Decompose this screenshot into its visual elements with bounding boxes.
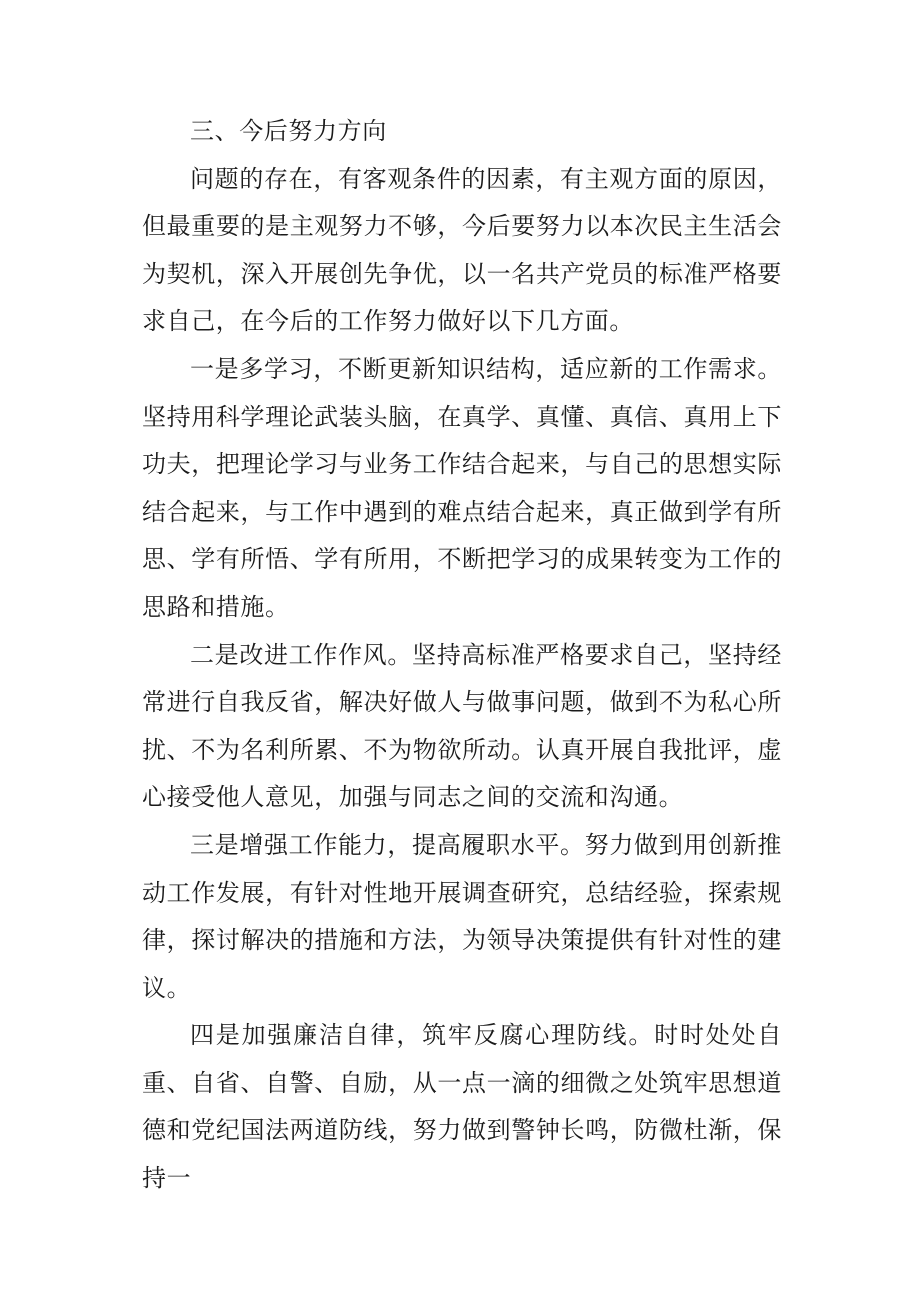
paragraph-point-3: 三是增强工作能力，提高履职水平。努力做到用创新推动工作发展，有针对性地开展调查研究，总结经验，探索规律，探讨解决的措施和方法，为领导决策提供有针对性的建议。 (142, 830, 782, 1002)
section-heading: 三、今后努力方向 (190, 117, 387, 145)
paragraph-point-4: 四是加强廉洁自律，筑牢反腐心理防线。时时处处自重、自省、自警、自励，从一点一滴的细微之处筑牢思想道德和党纪国法两道防线，努力做到警钟长鸣，防微杜渐，保持一 (142, 1021, 782, 1193)
paragraph-point-1: 一是多学习，不断更新知识结构，适应新的工作需求。坚持用科学理论武装头脑，在真学、真懂、真信、真用上下功夫，把理论学习与业务工作结合起来，与自己的思想实际结合起来，与工作中遇到的难点结合起来，真正做到学有所思、学有所悟、学有所用，不断把学习的成果转变为工作的思路和措施。 (142, 354, 782, 621)
document-body (142, 108, 782, 1203)
paragraph-intro: 问题的存在，有客观条件的因素，有主观方面的原因，但最重要的是主观努力不够，今后要努力以本次民主生活会为契机，深入开展创先争优，以一名共产党员的标准严格要求自己，在今后的工作努力做好以下几方面。 (142, 164, 782, 336)
paragraph-point-2: 二是改进工作作风。坚持高标准严格要求自己，坚持经常进行自我反省，解决好做人与做事问题，做到不为私心所扰、不为名利所累、不为物欲所动。认真开展自我批评，虚心接受他人意见，加强与同志之间的交流和沟通。 (142, 640, 782, 812)
